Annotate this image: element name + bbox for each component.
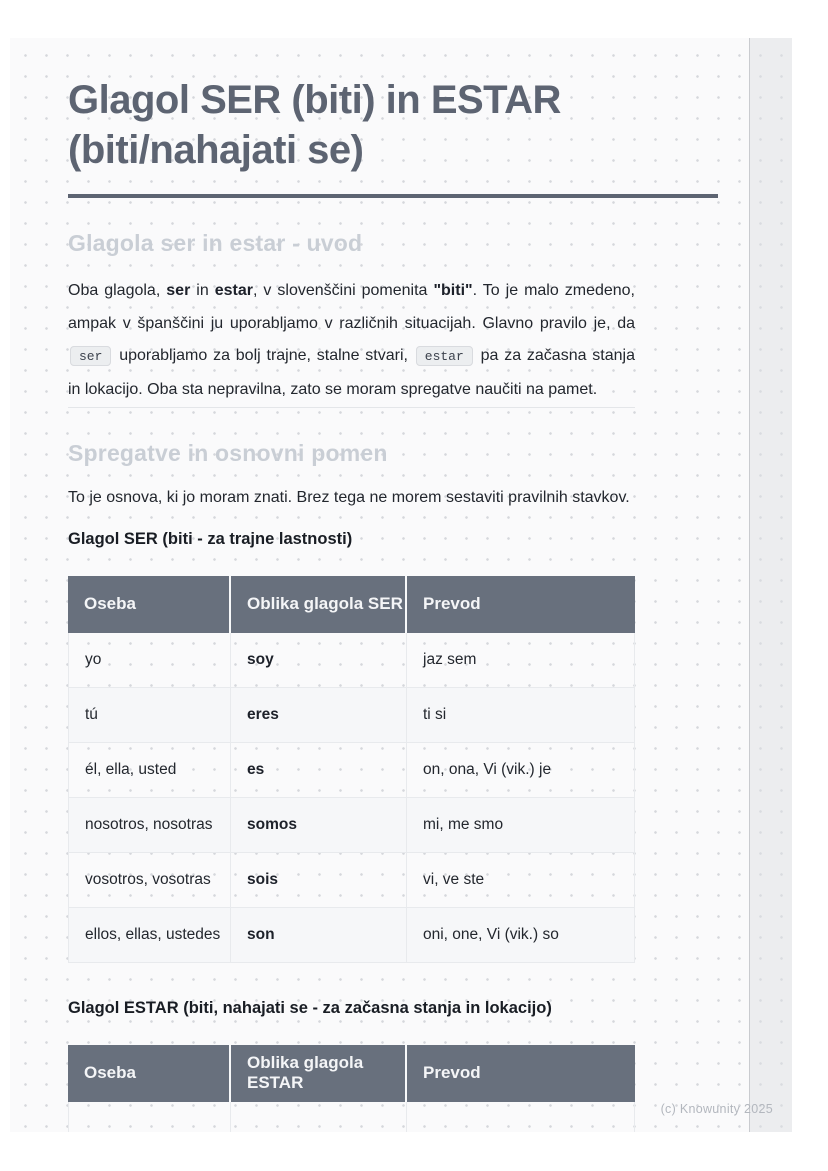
column-header: Prevod — [407, 576, 635, 633]
table-cell — [68, 1102, 231, 1133]
table-row — [68, 688, 635, 743]
table-header-row — [68, 1045, 635, 1102]
table-cell: mi, me smo — [407, 798, 635, 853]
table-cell — [407, 1102, 635, 1133]
table-cell: vosotros, vosotras — [68, 853, 231, 908]
page-edge-strip — [749, 38, 792, 1132]
inline-code: estar — [416, 346, 473, 366]
ser-conjugation-table — [68, 576, 635, 963]
conjugation-intro-paragraph: To je osnova, ki jo moram znati. Brez tega ne morem sestaviti pravilnih stavkov. — [68, 489, 630, 506]
intro-paragraph: Oba glagola, ser in estar, v slovenščini pomenita "biti". To je malo zmedeno, ampak v španščini ju uporabljamo v različnih situacijah. Glavno pravilo je, da ser uporabljamo za bolj trajne, stalne stvari, estar pa za začasna stanja in lokacijo. Oba sta nepravilna, zato se moram spregatve naučiti na pamet. — [68, 282, 636, 398]
table-row — [68, 743, 635, 798]
page-title — [68, 75, 718, 175]
estar-conjugation-table — [68, 1045, 635, 1133]
table-cell: jaz sem — [407, 633, 635, 688]
table-cell: somos — [231, 798, 407, 853]
table-cell: es — [231, 743, 407, 798]
page-title-line-2: (biti/nahajati se) — [68, 128, 364, 172]
column-header: Prevod — [407, 1045, 635, 1102]
table-cell: eres — [231, 688, 407, 743]
column-header: Oblika glagola ESTAR — [231, 1045, 407, 1102]
table-row — [68, 633, 635, 688]
table-row — [68, 798, 635, 853]
table-row — [68, 853, 635, 908]
title-rule — [68, 194, 718, 198]
table-cell: él, ella, usted — [68, 743, 231, 798]
ser-table-title: Glagol SER (biti - za trajne lastnosti) — [68, 529, 353, 548]
column-header: Oseba — [68, 1045, 231, 1102]
table-cell: ti si — [407, 688, 635, 743]
table-cell: on, ona, Vi (vik.) je — [407, 743, 635, 798]
table-cell: son — [231, 908, 407, 963]
section-heading-conjugation: Spregatve in osnovni pomen — [68, 440, 388, 466]
table-cell: oni, one, Vi (vik.) so — [407, 908, 635, 963]
column-header: Oseba — [68, 576, 231, 633]
page-title-line-1: Glagol SER (biti) in ESTAR — [68, 78, 561, 122]
table-cell — [231, 1102, 407, 1133]
table-cell: soy — [231, 633, 407, 688]
page-content — [68, 38, 718, 1132]
table-header-row — [68, 576, 635, 633]
table-cell: ellos, ellas, ustedes — [68, 908, 231, 963]
table-row-partial — [68, 1102, 635, 1133]
table-cell: tú — [68, 688, 231, 743]
table-cell: nosotros, nosotras — [68, 798, 231, 853]
estar-table-title: Glagol ESTAR (biti, nahajati se - za začasna stanja in lokacijo) — [68, 998, 552, 1017]
section-divider — [68, 407, 635, 408]
column-header: Oblika glagola SER — [231, 576, 407, 633]
inline-code: ser — [70, 346, 111, 366]
document-page — [10, 38, 792, 1132]
table-cell: vi, ve ste — [407, 853, 635, 908]
table-cell: sois — [231, 853, 407, 908]
table-cell: yo — [68, 633, 231, 688]
copyright-watermark: (c) Knowunity 2025 — [660, 1102, 773, 1116]
section-heading-intro: Glagola ser in estar - uvod — [68, 230, 363, 256]
table-row — [68, 908, 635, 963]
